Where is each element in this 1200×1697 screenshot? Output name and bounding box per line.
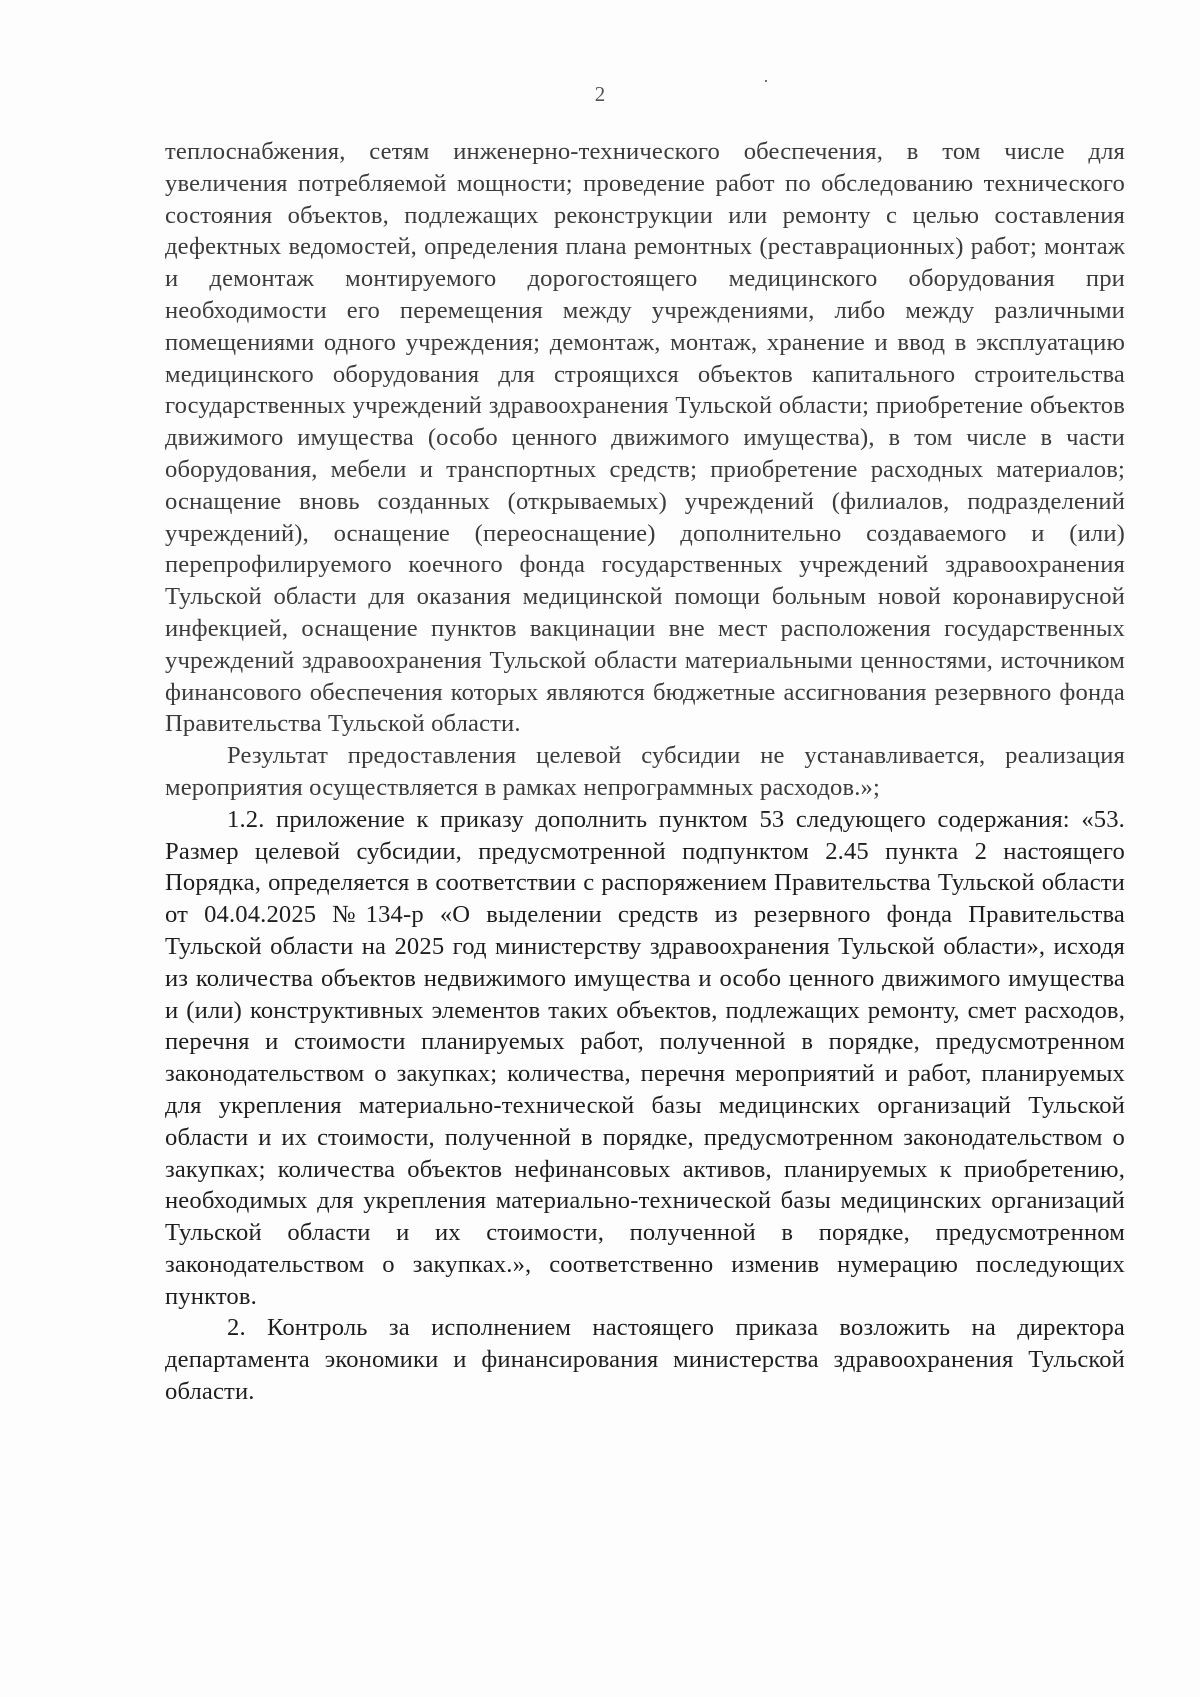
paragraph-result: Результат предоставления целевой субсидии не устанавливается, реализация мероприятия осуществляется в рамках непрограммных расходов.»;: [165, 742, 1125, 801]
scan-speck: [765, 80, 767, 82]
page-number: 2: [594, 82, 606, 106]
document-body: [165, 136, 1125, 1408]
paragraph-item-2: 2. Контроль за исполнением настоящего приказа возложить на директора департамента экономики и финансирования министерства здравоохранения Тульской области.: [165, 1314, 1125, 1406]
paragraph-item-1-2: 1.2. приложение к приказу дополнить пунктом 53 следующего содержания: «53. Размер целевой субсидии, предусмотренной подпунктом 2.45 пункта 2 настоящего Порядка, определяется в соответствии с распоряжением Правительства Тульской области от 04.04.2025 №134-р «О выделении средств из резервного фонда Правительства Тульской области на 2025 год министерству здравоохранения Тульской области», исходя из количества объектов недвижимого имущества и особо ценного движимого имущества и (или) конструктивных элементов таких объектов, подлежащих ремонту, смет расходов, перечня и стоимости планируемых работ, полученной в порядке, предусмотренном законодательством о закупках; количества, перечня мероприятий и работ, планируемых для укрепления материально-технической базы медицинских организаций Тульской области и их стоимости, полученной в порядке, предусмотренном законодательством о закупках; количества объектов нефинансовых активов, планируемых к приобретению, необходимых для укрепления материально-технической базы медицинских организаций Тульской области и их стоимости, полученной в порядке, предусмотренном законодательством о закупках.», соответственно изменив нумерацию последующих пунктов.: [165, 805, 1125, 1310]
paragraph-continuation: теплоснабжения, сетям инженерно-технического обеспечения, в том числе для увеличения потребляемой мощности; проведение работ по обследованию технического состояния объектов, подлежащих реконструкции или ремонту с целью составления дефектных ведомостей, определения плана ремонтных (реставрационных) работ; монтаж и демонтаж монтируемого дорогостоящего медицинского оборудования при необходимости его перемещения между учреждениями, либо между различными помещениями одного учреждения; демонтаж, монтаж, хранение и ввод в эксплуатацию медицинского оборудования для строящихся объектов капитального строительства государственных учреждений здравоохранения Тульской области; приобретение объектов движимого имущества (особо ценного движимого имущества), в том числе в части оборудования, мебели и транспортных средств; приобретение расходных материалов; оснащение вновь созданных (открываемых) учреждений (филиалов, подразделений учреждений), оснащение (переоснащение) дополнительно создаваемого и (или) перепрофилируемого коечного фонда государственных учреждений здравоохранения Тульской области для оказания медицинской помощи больным новой коронавирусной инфекцией, оснащение пунктов вакцинации вне мест расположения государственных учреждений здравоохранения Тульской области материальными ценностями, источником финансового обеспечения которых являются бюджетные ассигнования резервного фонда Правительства Тульской области.: [165, 138, 1125, 738]
